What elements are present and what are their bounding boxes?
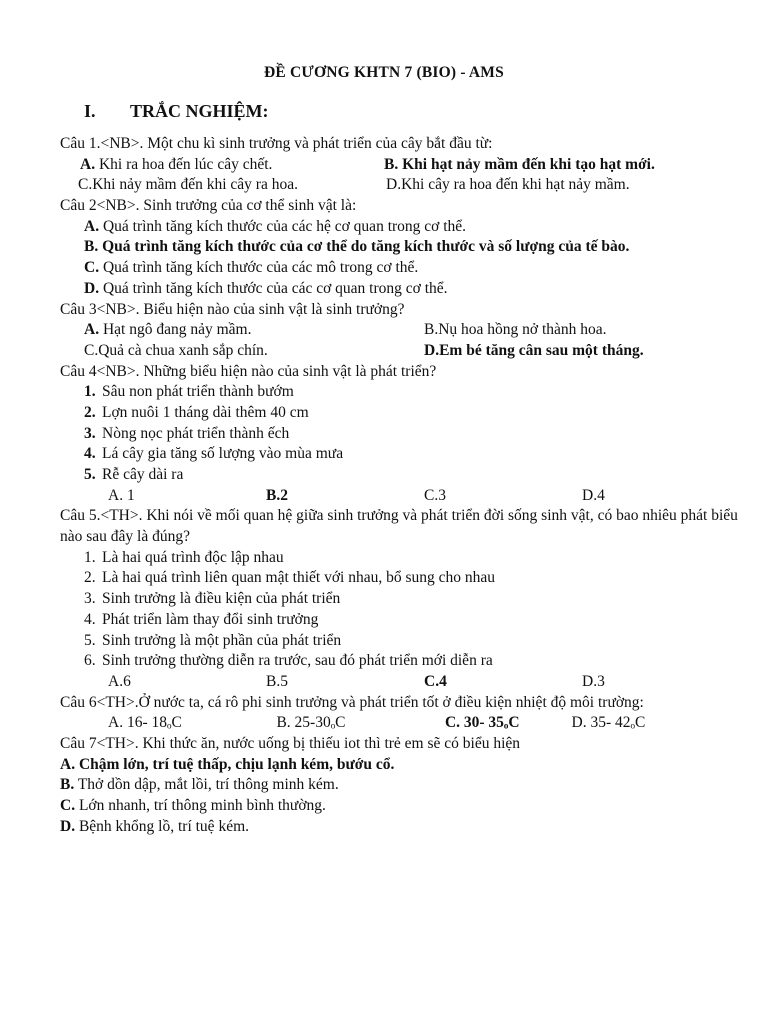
question-3-options-cd bbox=[60, 341, 740, 362]
question-6: Câu 6<TH>.Ở nước ta, cá rô phi sinh trưởng và phát triển tốt ở điều kiện nhiệt độ môi trường: bbox=[60, 693, 644, 711]
option-6b: B. 25-30ₒC bbox=[276, 714, 346, 732]
option-7c: C. Lớn nhanh, trí thông minh bình thường. bbox=[60, 797, 326, 815]
option-2a: A. Quá trình tăng kích thước của các hệ cơ quan trong cơ thể. bbox=[84, 217, 467, 235]
question-1-options-cd bbox=[60, 175, 740, 196]
question-5: Câu 5.<TH>. Khi nói về mối quan hệ giữa sinh trưởng và phát triển đời sống sinh vật, có bao nhiêu phát biểu nào sau đây là đúng? bbox=[60, 507, 738, 546]
list-item: 4. Phát triển làm thay đổi sinh trưởng bbox=[84, 610, 319, 628]
option-5d: D.3 bbox=[582, 672, 605, 690]
list-item: 5. Sinh trưởng là một phần của phát triển bbox=[84, 631, 342, 649]
option-7b: B. Thở dồn dập, mắt lồi, trí thông minh kém. bbox=[60, 776, 339, 794]
option-3c: C.Quả cà chua xanh sắp chín. bbox=[84, 341, 268, 359]
list-item: 5. Rễ cây dài ra bbox=[84, 466, 184, 483]
list-item: 3. Sinh trưởng là điều kiện của phát triển bbox=[84, 590, 341, 608]
option-3d: D.Em bé tăng cân sau một tháng. bbox=[424, 341, 644, 359]
option-2d: D. Quá trình tăng kích thước của các cơ quan trong cơ thể. bbox=[84, 279, 448, 297]
section-label: TRẮC NGHIỆM: bbox=[130, 101, 269, 121]
option-1a: A. Khi ra hoa đến lúc cây chết. bbox=[80, 155, 273, 173]
question-3: Câu 3<NB>. Biểu hiện nào của sinh vật là sinh trưởng? bbox=[60, 300, 405, 318]
option-2c: C. Quá trình tăng kích thước của các mô trong cơ thể. bbox=[84, 259, 419, 277]
option-5a: A.6 bbox=[108, 672, 131, 690]
list-item: 4. Lá cây gia tăng số lượng vào mùa mưa bbox=[84, 445, 344, 463]
question-7: Câu 7<TH>. Khi thức ăn, nước uống bị thiếu iot thì trẻ em sẽ có biểu hiện bbox=[60, 734, 521, 752]
option-3a: A. Hạt ngô đang nảy mầm. bbox=[84, 321, 252, 339]
section-number: I. bbox=[84, 101, 96, 121]
list-item: 6. Sinh trưởng thường diễn ra trước, sau đó phát triển mới diễn ra bbox=[84, 652, 493, 670]
list-item: 2. Lợn nuôi 1 tháng dài thêm 40 cm bbox=[84, 403, 309, 421]
option-6a: A. 16- 18ₒC bbox=[108, 714, 182, 732]
option-1c: C.Khi nảy mầm đến khi cây ra hoa. bbox=[78, 176, 298, 194]
option-7d: D. Bệnh khổng lồ, trí tuệ kém. bbox=[60, 817, 249, 835]
option-6d: D. 35- 42ₒC bbox=[571, 714, 646, 732]
option-1d: D.Khi cây ra hoa đến khi hạt nảy mầm. bbox=[386, 176, 630, 194]
option-4c: C.3 bbox=[424, 486, 446, 504]
list-item: 1. Sâu non phát triển thành bướm bbox=[84, 383, 294, 401]
question-6-answers bbox=[60, 713, 740, 734]
option-7a: A. Chậm lớn, trí tuệ thấp, chịu lạnh kém, bướu cổ. bbox=[60, 755, 395, 773]
option-4d: D.4 bbox=[582, 486, 605, 504]
question-4: Câu 4<NB>. Những biểu hiện nào của sinh vật là phát triển? bbox=[60, 362, 437, 380]
question-4-answers bbox=[60, 486, 740, 507]
question-2: Câu 2<NB>. Sinh trưởng của cơ thể sinh vật là: bbox=[60, 197, 357, 215]
question-5-answers bbox=[60, 672, 740, 693]
option-3b: B.Nụ hoa hồng nở thành hoa. bbox=[424, 321, 607, 339]
list-item: 1. Là hai quá trình độc lập nhau bbox=[84, 548, 284, 566]
list-item: 3. Nòng nọc phát triển thành ếch bbox=[84, 424, 290, 442]
option-4a: A. 1 bbox=[108, 486, 135, 504]
option-5c: C.4 bbox=[424, 672, 447, 690]
option-6c: C. 30- 35ₒC bbox=[444, 714, 520, 732]
option-2b: B. Quá trình tăng kích thước của cơ thể do tăng kích thước và số lượng của tế bào. bbox=[84, 238, 630, 256]
questions bbox=[60, 134, 740, 837]
question-1: Câu 1.<NB>. Một chu kì sinh trưởng và phát triển của cây bắt đầu từ: bbox=[60, 135, 493, 152]
option-4b: B.2 bbox=[266, 486, 288, 504]
option-1b: B. Khi hạt nảy mầm đến khi tạo hạt mới. bbox=[384, 155, 655, 173]
question-3-options-ab bbox=[60, 320, 740, 341]
document-title: ĐỀ CƯƠNG KHTN 7 (BIO) - AMS bbox=[264, 64, 504, 81]
question-1-options-ab bbox=[60, 155, 740, 176]
option-5b: B.5 bbox=[266, 672, 288, 690]
list-item: 2. Là hai quá trình liên quan mật thiết với nhau, bổ sung cho nhau bbox=[84, 569, 496, 587]
section-heading bbox=[84, 101, 269, 122]
